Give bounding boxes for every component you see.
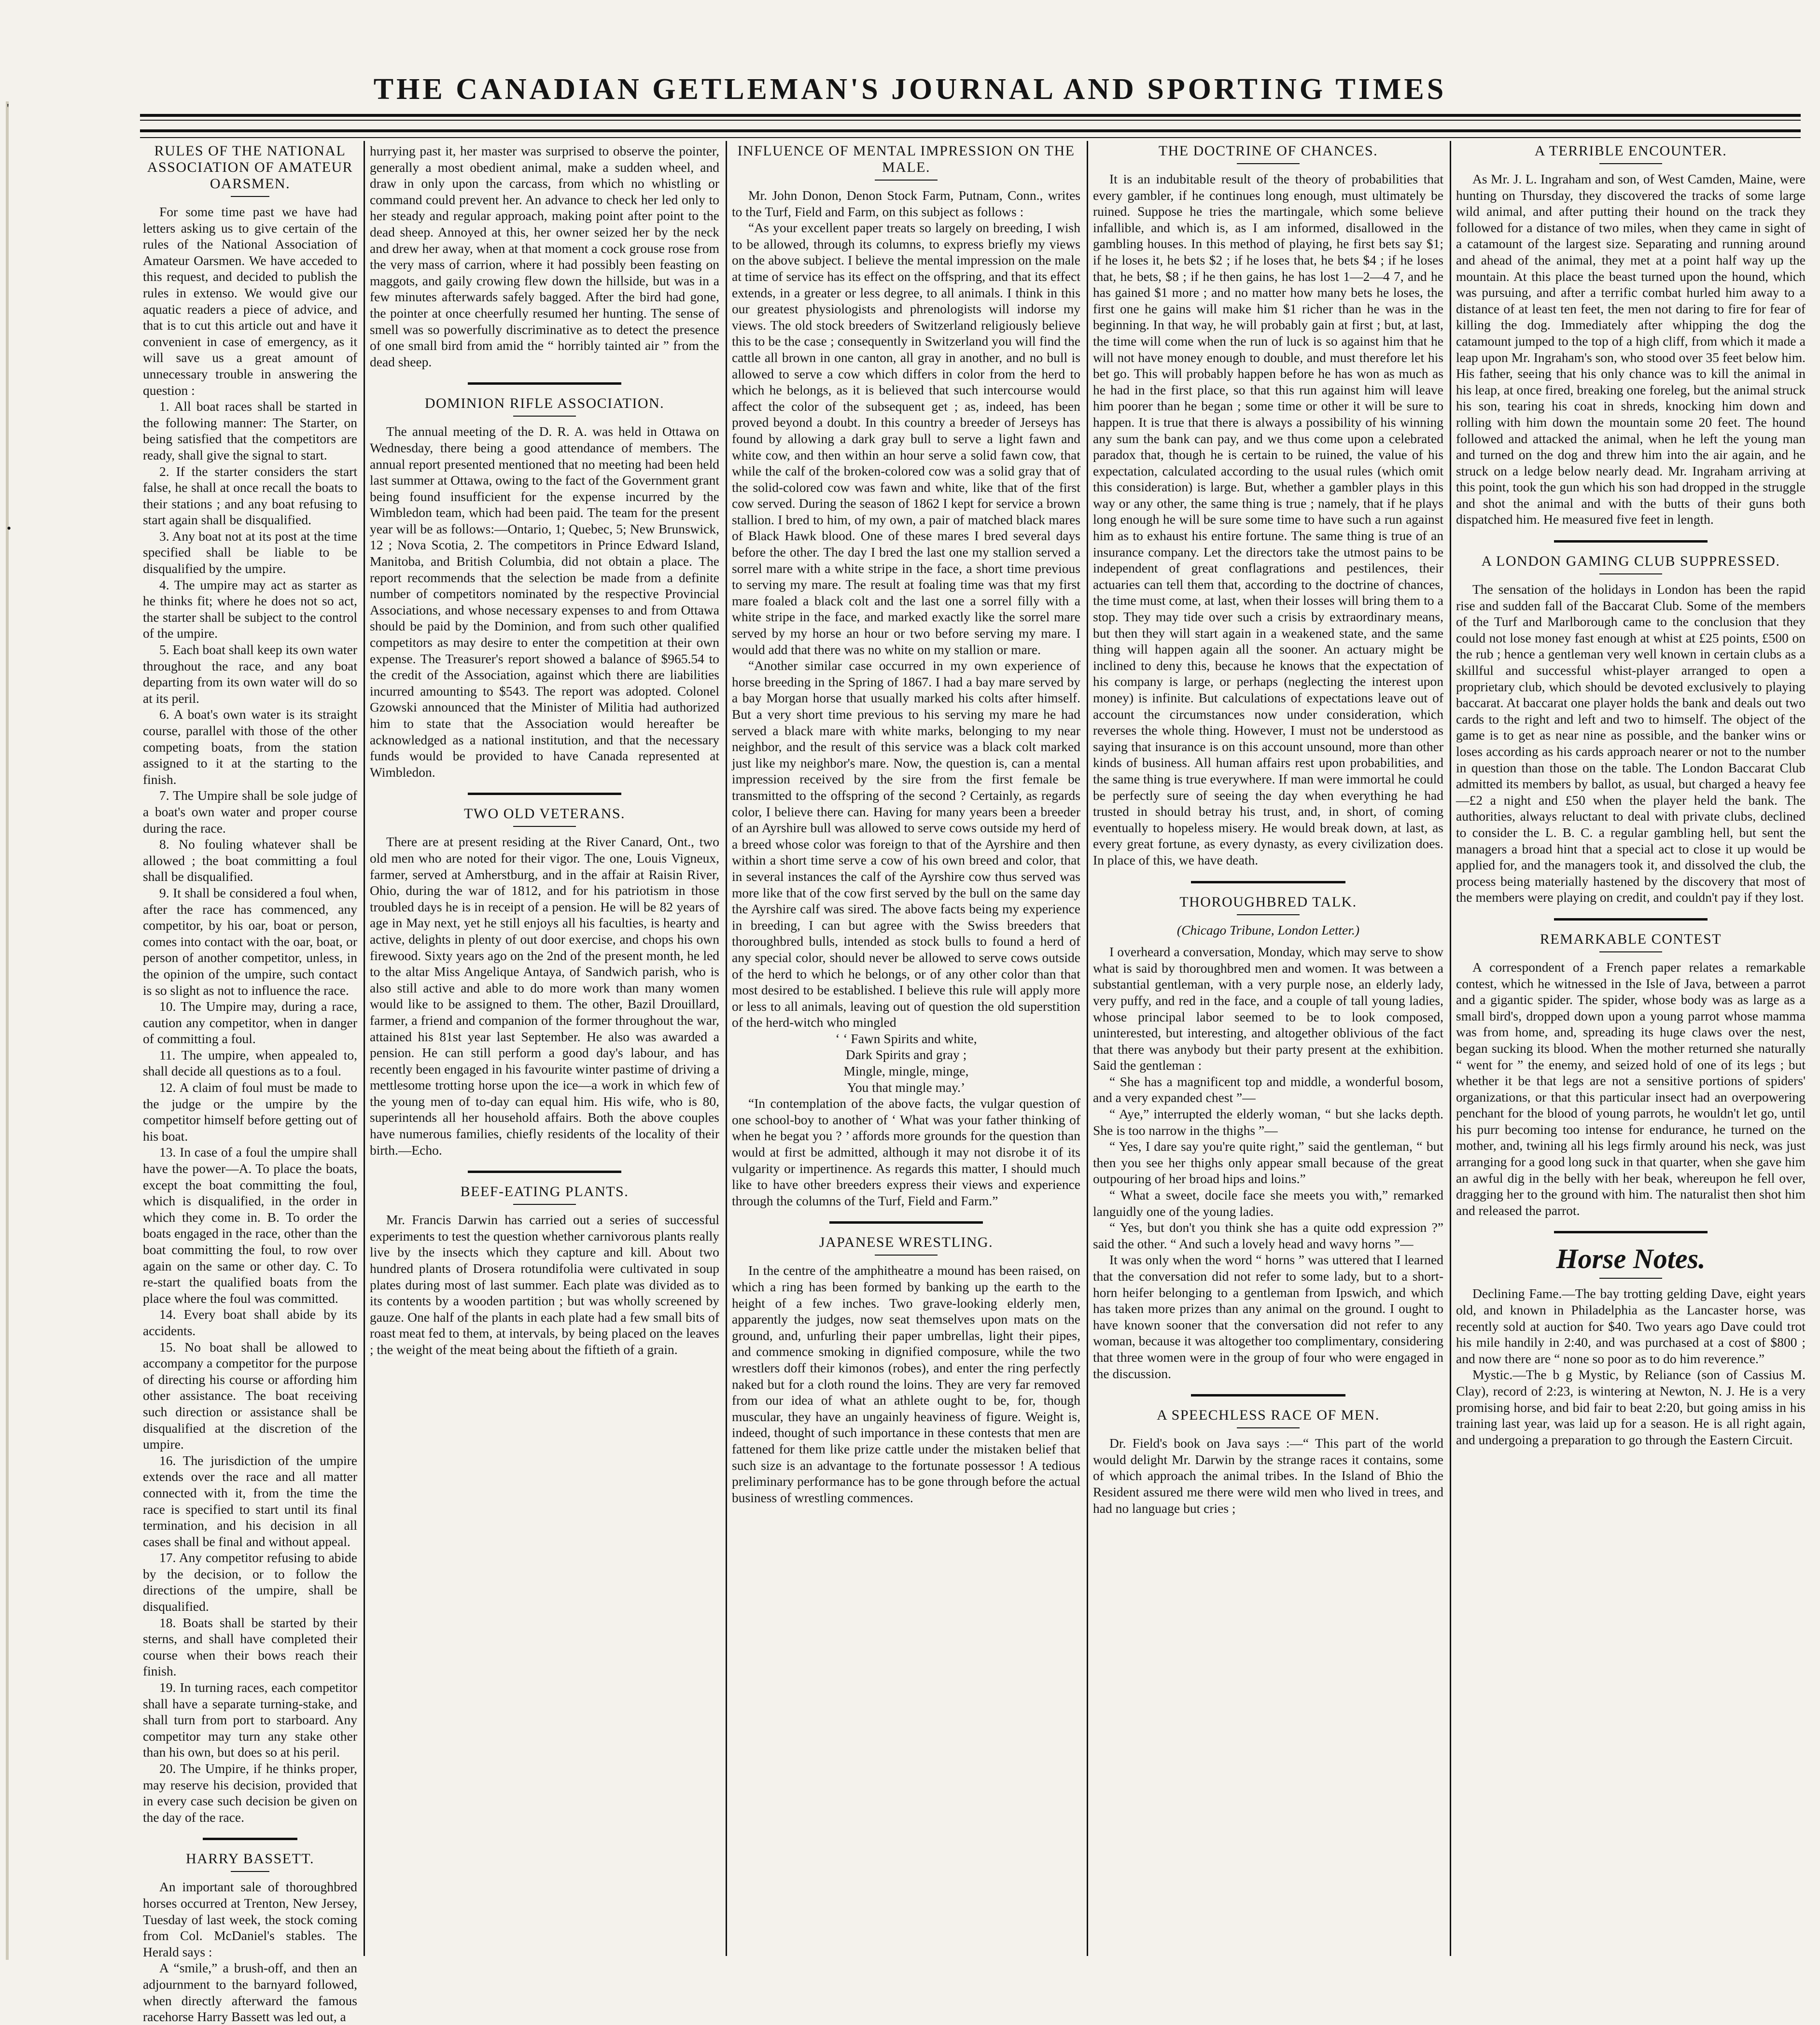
article-paragraph: 11. The umpire, when appealed to, shall decide all questions as to a foul.	[143, 1047, 357, 1079]
article-paragraph: “ Aye,” interrupted the elderly woman, “ but she lacks depth. She is too narrow in the thighs ”—	[1093, 1106, 1443, 1138]
article-paragraph: I overheard a conversation, Monday, which may serve to show what is said by thoroughbred men and women. It was between a substantial gentleman, with a very purple nose, an elderly lady, very puffy, and red in the face, and a couple of tall young ladies, whose principal labor seemed to be to look composed, uninterested, but interesting, and altogether oblivious of the fact that there was anybody but their party present at the exhibition. Said the gentleman :	[1093, 944, 1443, 1073]
article-paragraph: 1. All boat races shall be started in the following manner: The Starter, on being satisfied that the competitors are ready, shall give the signal to start.	[143, 399, 357, 462]
title-underline	[875, 180, 938, 181]
article-paragraph: 8. No fouling whatever shall be allowed ; the boat committing a foul shall be disqualified.	[143, 837, 357, 884]
article-paragraph: Mystic.—The b g Mystic, by Reliance (son of Cassius M. Clay), record of 2:23, is wintering at Newton, N. J. He is a very promising horse, and bid fair to beat 2:20, but going amiss in his training last year, was laid up for a season. He is all right again, and undergoing a preparation to go through the Eastern Circuit.	[1456, 1367, 1806, 1447]
article-paragraph: 10. The Umpire may, during a race, caution any competitor, when in danger of committing a foul.	[143, 999, 357, 1047]
column-1	[143, 143, 357, 2025]
verse-line: Dark Spirits and gray ;	[845, 1047, 967, 1062]
article-paragraph: It is an indubitable result of the theory of probabilities that every gambler, if he continues long enough, must ultimately be ruined. Suppose he tries the martingale, which some believe infallible, and which is, as I am informed, disallowed in the gambling houses. In this method of playing, he first bets say $1; if he loses it, he bets $2 ; if he loses that, he bets $4 ; if he loses that, he bets, $8 ; if he then gains, he has lost 1—2—4 7, and he has gained $1 more ; and no matter how many bets he loses, the first one he gains will make him $1 richer than he was in the beginning. In that way, he will probably gain at first ; but, at last, the time will come when the run of luck is so against him that he will not have money enough to double, and must therefore let his bet go. This will probably happen before he has won as much as he had in the first place, so that this run against him will leave him poorer than he began ; some time or other it will be sure to happen. It is true that there is always a possibility of his winning any sum the bank can pay, and we thus come upon a celebrated paradox that, though he is certain to be ruined, the value of his expectation, calculated according to the usual rules (which omit this consideration) is large. But, whether a gambler plays in this way or any other, the same thing is true ; namely, that if he plays long enough he will be sure some time to have such a run against him as to exhaust his entire fortune. The same thing is true of an insurance company. Let the directors take the utmost pains to be independent of great conflagrations and pestilences, their actuaries can tell them that, according to the doctrine of chances, the time must come, at last, when their losses will bring them to a stop. They may tide over such a crisis by extraordinary means, but then they will start again in a weakened state, and the same thing will happen again all the sooner. An actuary might be inclined to deny this, because he knows that the expectation of his company is large, or perhaps (neglecting the interest upon money) is infinite. But calculations of expectations leave out of account the circumstances now under consideration, which reverses the whole thing. However, I must not be understood as saying that insurance is on this account unsound, more than other kinds of business. All human affairs rest upon probabilities, and the same thing is true everywhere. If man were immortal he could be perfectly sure of seeing the day when everything he had trusted in should betray his trust, and, in short, of coming eventually to hopeless misery. He would break down, at last, as every great fortune, as every dynasty, as every civilization does. In place of this, we have death.	[1093, 171, 1443, 867]
column-rule	[1087, 141, 1088, 1956]
article-title: RULES OF THE NATIONAL ASSOCIATION OF AMATEUR OARSMEN.	[147, 143, 353, 192]
article-title: REMARKABLE CONTEST	[1540, 931, 1722, 947]
column-rule	[1450, 141, 1451, 1956]
article-title: TWO OLD VETERANS.	[463, 806, 626, 822]
masthead-rule	[140, 114, 1801, 117]
article-title: DOMINION RIFLE ASSOCIATION.	[424, 395, 665, 412]
verse-line: Mingle, mingle, minge,	[843, 1063, 969, 1079]
article-byline: (Chicago Tribune, London Letter.)	[1176, 922, 1360, 937]
article-paragraph: “ Yes, I dare say you're quite right,” said the gentleman, “ but then you see her thighs only appear small because of the great outpouring of her broad hips and loins.”	[1093, 1139, 1443, 1187]
article-title: A TERRIBLE ENCOUNTER.	[1534, 143, 1727, 159]
article-paragraph: 15. No boat shall be allowed to accompany a competitor for the purpose of directing his course or affording him other assistance. The boat receiving such direction or assistance shall be disqualified at the discretion of the umpire.	[143, 1339, 357, 1452]
article-paragraph: 12. A claim of foul must be made to the judge or the umpire by the competitor himself before getting out of his boat.	[143, 1080, 357, 1144]
article-separator	[1554, 918, 1708, 921]
title-underline	[513, 416, 576, 417]
article-paragraph: 14. Every boat shall abide by its accidents.	[143, 1307, 357, 1338]
article-paragraph: Dr. Field's book on Java says :—“ This part of the world would delight Mr. Darwin by the strange races it contains, some of which approach the animal tribes. In the Island of Bhio the Resident assured me there were wild men who lived in trees, and had no language but cries ;	[1093, 1436, 1443, 1516]
article-paragraph: Declining Fame.—The bay trotting gelding Dave, eight years old, and known in Philadelphia as the Lancaster horse, was recently sold at auction for $40. Two years ago Dave could trot his mile handily in 2:40, and was purchased at a cost of $800 ; and now there are “ none so poor as to do him reverence.”	[1456, 1286, 1806, 1366]
masthead: THE CANADIAN GETLEMAN'S JOURNAL AND SPORTING TIMES	[373, 73, 1447, 106]
margin-mark: '	[7, 101, 9, 115]
masthead-rule	[140, 137, 1801, 138]
article-paragraph: 6. A boat's own water is its straight course, parallel with those of the other competing boats, from the station assigned to it at the starting to the finish.	[143, 707, 357, 787]
article-paragraph: For some time past we have had letters asking us to give certain of the rules of the National Association of Amateur Oarsmen. We have acceded to this request, and decided to publish the rules in extenso. We would give our aquatic readers a piece of advice, and that is to cut this article out and have it convenient in case of emergency, as it will save us a great amount of unnecessary trouble in answering the question :	[143, 204, 357, 398]
title-underline	[1599, 1278, 1662, 1279]
title-underline	[1599, 573, 1662, 574]
title-underline	[1237, 914, 1300, 915]
title-underline	[1237, 163, 1300, 164]
article-paragraph: 17. Any competitor refusing to abide by the decision, or to follow the directions of the umpire, shall be disqualified.	[143, 1550, 357, 1614]
verse-line: You that mingle may.’	[847, 1079, 966, 1095]
article-paragraph: Mr. Francis Darwin has carried out a series of successful experiments to test the question whether carnivorous plants really live by the insects which they capture and kill. About two hundred plants of Drosera rotundifolia were cultivated in soup plates during most of last summer. Each plate was divided as to its contents by a wooden partition ; but was wholly screened by gauze. One half of the plants in each plate had a few small bits of roast meat fed to them, at intervals, by being placed on the leaves ; the weight of the meat being about the fiftieth of a grain.	[370, 1212, 719, 1357]
title-underline	[513, 826, 576, 827]
article-paragraph: An important sale of thoroughbred horses occurred at Trenton, New Jersey, Tuesday of last week, the stock coming from Col. McDaniel's stables. The Herald says :	[143, 1879, 357, 1959]
article-separator	[829, 1221, 983, 1224]
article-paragraph: 4. The umpire may act as starter as he thinks fit; where he does not so act, the starter shall be subject to the control of the umpire.	[143, 577, 357, 641]
margin-mark: •	[7, 521, 12, 535]
article-title: JAPANESE WRESTLING.	[819, 1234, 994, 1251]
article-title: THOROUGHBRED TALK.	[1179, 894, 1357, 910]
article-paragraph: It was only when the word “ horns ” was uttered that I learned that the conversation did not refer to some lady, but to a short-horn heifer belonging to a gentleman from Ipswich, and which has taken more prizes than any animal on the ground. I ought to have known sooner that the conversation did not refer to any woman, because it was altogether too complimentary, considering that three women were in the group of four who were engaged in the discussion.	[1093, 1252, 1443, 1381]
article-separator	[1554, 1231, 1708, 1233]
article-paragraph: 18. Boats shall be started by their sterns, and shall have completed their course when their bows reach their finish.	[143, 1615, 357, 1679]
article-paragraph: A “smile,” a brush-off, and then an adjournment to the barnyard followed, when directly afterward the famous racehorse Harry Bassett was led out, a	[143, 1960, 357, 2025]
article-title: BEEF-EATING PLANTS.	[460, 1184, 629, 1200]
article-paragraph: “In contemplation of the above facts, the vulgar question of one school-boy to another of ‘ What was your father thinking of when he begat you ? ’ affords more grounds for the question than would at first be admitted, although it may not disrobe it of its vulgarity or impertinence. As regards this matter, I should much like to have other breeders express their views and experience through the columns of the Turf, Field and Farm.”	[732, 1096, 1080, 1208]
title-underline	[1237, 1427, 1300, 1428]
title-underline	[231, 1871, 269, 1872]
article-paragraph: 3. Any boat not at its post at the time specified shall be liable to be disqualified by the umpire.	[143, 528, 357, 576]
article-paragraph: There are at present residing at the River Canard, Ont., two old men who are noted for their vigor. The one, Louis Vigneux, farmer, served at Amherstburg, and in the affair at Raisin River, Ohio, during the war of 1812, and for his patriotism in those troubled days he is in receipt of a pension. He will be 82 years of age in May next, yet he still enjoys all his faculties, is hearty and active, delights in plenty of out door exercise, and chops his own firewood. Sixty years ago on the 2nd of the present month, he led to the altar Miss Angelique Antaya, of Sandwich parish, who is also still active and able to do more work than many women would like to be assigned to them. The other, Bazil Drouillard, farmer, a friend and companion of the former throughout the war, attained his 81st year last September. He also was awarded a pension. He can still perform a good day's labour, and has recently been engaged in his favourite winter pastime of driving a mettlesome trotting horse upon the ice—a work in which few of the young men of to-day can equal him. His wife, who is 80, superintends all her household affairs. Both the above couples have numerous families, chiefly residents of the locality of their birth.—Echo.	[370, 834, 719, 1158]
article-paragraph: The sensation of the holidays in London has been the rapid rise and sudden fall of the Baccarat Club. Some of the members of the Turf and Marlborough came to the conclusion that they could not lose money fast enough at whist at £25 points, £500 on the rub ; hence a gentleman very well known in certain clubs as a skillful and successful whist-player arranged to open a proprietary club, which should be devoted exclusively to playing baccarat. At baccarat one player holds the bank and deals out two cards to the right and left and two to himself. The object of the game is to get as near nine as possible, and the banker wins or loses according as his cards approach nearer or not to the number in question than those on the table. The London Baccarat Club admitted its members by ballot, as usual, but charged a heavy fee—£2 a night and £50 when the player held the bank. The authorities, always reluctant to deal with private clubs, declined to consider the L. B. C. a regular gambling hell, but sent the managers a broad hint that a special act to close it up would be applied for, and the managers took it, and dissolved the club, the process being materially hastened by the discovery that most of the members were playing on credit, and couldn't pay if they lost.	[1456, 582, 1806, 905]
article-paragraph: In the centre of the amphitheatre a mound has been raised, on which a ring has been formed by banking up the earth to the height of a few inches. Two grave-looking elderly men, apparently the judges, now seat themselves upon mats on the ground, and, unfurling their paper umbrellas, light their pipes, and commence smoking in dignified composure, while the two wrestlers doff their kimonos (robes), and enter the ring perfectly naked but for a cloth round the loins. They are very far removed from our idea of what an athlete ought to be, for, though muscular, they have an ungainly heaviness of figure. Weight is, indeed, thought of such importance in these contests that men are fattened for them like prize cattle under the mistaken belief that such size is an advantage to the fortunate possessor ! A tedious preliminary performance has to be gone through before the actual business of wrestling commences.	[732, 1263, 1080, 1505]
article-paragraph: As Mr. J. L. Ingraham and son, of West Camden, Maine, were hunting on Thursday, they discovered the tracks of some large wild animal, and after putting their hound on the track they followed for a distance of two miles, when they came in sight of a catamount of the largest size. Separating and running around and ahead of the animal, they met at a point half way up the mountain. At this place the beast turned upon the hound, which was pursuing, and after a terrific combat hurled him away to a distance of at least ten feet, the men not daring to fire for fear of killing the dog. Immediately after whipping the dog the catamount jumped to the top of a high cliff, from which it made a leap upon Mr. Ingraham's son, who stood over 35 feet below him. His father, seeing that his only chance was to kill the animal in his leap, at once fired, breaking one foreleg, but the animal struck his son, tearing his coat in shreds, knocking him down and rolling with him down the mountain some 20 feet. The hound followed and attacked the animal, when he left the young man and turned on the dog and threw him into the air again, and he struck on a ledge below nearly dead. Mr. Ingraham arriving at this point, took the gun which his son had dropped in the struggle and shot the animal and with the butts of their guns both dispatched him. He measured five feet in length.	[1456, 171, 1806, 527]
article-separator	[468, 382, 622, 385]
article-separator	[203, 1838, 297, 1840]
article-paragraph: “As your excellent paper treats so largely on breeding, I wish to be allowed, through its columns, to express briefly my views on the above subject. I believe the mental impression on the male at time of service has its effect on the offspring, and that its effect extends, in a greater or less degree, to all animals. I think in this our greatest physiologists and phrenologists will indorse my views. The old stock breeders of Switzerland religiously believe this to be the case ; consequently in Switzerland you will find the cattle all brown in one canton, all gray in another, and no bull is allowed to serve a cow which differs in color from the herd to which he belongs, as it is believed that such intercourse would affect the color of the subsequent get ; as, indeed, has been proved beyond a doubt. In this country a breeder of Jerseys has found by allowing a dark gray bull to serve a light fawn and white cow, and then within an hour serve a solid fawn cow, that while the calf of the broken-colored cow was a solid gray that of the solid-colored cow was fawn and white, like that of the first cow served. During the season of 1862 I kept for service a brown stallion. I bred to him, of my own, a pair of matched black mares of Black Hawk blood. One of these mares I bred several days before the other. The day I bred the last one my stallion served a sorrel mare with a white stripe in the face, a short time previous to serving my mare. The result at foaling time was that my first mare foaled a black colt and the last one a sorrel filly with a white stripe in the face, and marked exactly like the sorrel mare served by my horse an hour or two before serving my mare. I would add that there was no white on my stallion or mare.	[732, 220, 1080, 657]
page-edge-shadow	[6, 101, 12, 1960]
column-rule	[726, 141, 727, 1956]
title-underline	[231, 196, 269, 197]
article-paragraph: “ What a sweet, docile face she meets you with,” remarked languidly one of the young ladies.	[1093, 1187, 1443, 1219]
title-underline	[1599, 163, 1662, 164]
column-rule	[364, 141, 365, 1956]
column-2	[370, 143, 719, 1953]
column-3	[732, 143, 1080, 1953]
title-underline	[1599, 951, 1662, 952]
article-paragraph: hurrying past it, her master was surprised to observe the pointer, generally a most obedient animal, make a sudden wheel, and draw in only upon the carcass, from which no whistling or command could prevent her. An advance to check her led only to her steady and regular approach, making point after point to the dead sheep. Annoyed at this, her owner seized her by the neck and drew her away, when at that moment a cock grouse rose from the very mass of carrion, where it had possibly been feasting on maggots, and gaily crowing flew down the hillside, but was in a few minutes afterwards safely bagged. After the bird had gone, the pointer at once cheerfully resumed her hunting. The sense of smell was so powerfully discriminative as to detect the presence of one small bird from amid the “ horribly tainted air ” from the dead sheep.	[370, 143, 719, 369]
article-separator	[468, 793, 622, 795]
article-paragraph: A correspondent of a French paper relates a remarkable contest, which he witnessed in the Isle of Java, between a parrot and a gigantic spider. The spider, whose body was as large as a small bird's, dropped down upon a young parrot whose mamma was from home, and, spreading its huge claws over the nest, began sucking its blood. When the mother returned she naturally “ went for ” the enemy, and seized hold of one of its legs ; but whether it be that legs are not a sensitive portions of spiders' organizations, or that this particular insect had an overpowering penchant for the blood of young parrots, he wouldn't let go, until his purr becoming too intense for endurance, he turned on the mother, and, twining all his legs firmly around his neck, was just arranging for a good long suck in that quarter, when she gave him an awful dig in the belly with her beak, whereupon he fell over, dragging her to the ground with him. The naturalist then shot him and released the parrot.	[1456, 959, 1806, 1218]
article-paragraph: 5. Each boat shall keep its own water throughout the race, and any boat departing from its own water will do so at its peril.	[143, 642, 357, 706]
article-paragraph: 16. The jurisdiction of the umpire extends over the race and all matter connected with it, from the time the race is specified to start until its final termination, and his decision in all cases shall be final and without appeal.	[143, 1452, 357, 1549]
article-paragraph: 2. If the starter considers the start false, he shall at once recall the boats to their stations ; and any boat refusing to start again shall be disqualified.	[143, 463, 357, 528]
article-separator	[1191, 881, 1345, 883]
article-title: A SPEECHLESS RACE OF MEN.	[1157, 1407, 1380, 1424]
title-underline	[513, 1204, 576, 1205]
article-separator	[468, 1171, 622, 1173]
article-paragraph: “ She has a magnificent top and middle, a wonderful bosom, and a very expanded chest ”—	[1093, 1074, 1443, 1105]
masthead-rule	[140, 129, 1801, 132]
article-paragraph: The annual meeting of the D. R. A. was held in Ottawa on Wednesday, there being a good attendance of members. The annual report presented mentioned that no meeting had been held last summer at Ottawa, owing to the fact of the Government grant being found insufficient for the expense incurred by the Wimbledon team, which had been paid. The team for the present year will be as follows:—Ontario, 1; Quebec, 5; New Brunswick, 12 ; Nova Scotia, 2. The competitors in Prince Edward Island, Manitoba, and British Columbia, did not obtain a place. The report recommends that the selection be made from a definite number of competitors nominated by the respective Provincial Associations, and whose necessary expenses to and from Ottawa should be paid by the Dominion, and from such other qualified competitors as may desire to enter the competition at their own expense. The Treasurer's report showed a balance of $965.54 to the credit of the Association, against which there are liabilities incurred amounting to $543. The report was adopted. Colonel Gzowski announced that the Minister of Militia had authorized him to state that the Association would hereafter be acknowledged as a national institution, and that the necessary funds would be provided to have Canada represented at Wimbledon.	[370, 424, 719, 780]
article-paragraph: 19. In turning races, each competitor shall have a separate turning-stake, and shall turn from port to starboard. Any competitor may turn any stake other than his own, but does so at his peril.	[143, 1680, 357, 1760]
article-paragraph: Mr. John Donon, Denon Stock Farm, Putnam, Conn., writes to the Turf, Field and Farm, on this subject as follows :	[732, 188, 1080, 219]
article-title: INFLUENCE OF MENTAL IMPRESSION ON THE MALE.	[737, 143, 1075, 175]
title-underline	[875, 1255, 938, 1256]
article-paragraph: 9. It shall be considered a foul when, after the race has commenced, any competitor, by his oar, boat or person, comes into contact with the oar, boat, or person of another competitor, unless, in the opinion of the umpire, such contact is so slight as not to influence the race.	[143, 885, 357, 998]
article-title: Horse Notes.	[1556, 1243, 1706, 1275]
article-title: HARRY BASSETT.	[185, 1851, 315, 1867]
article-separator	[1554, 540, 1708, 543]
masthead-rule	[140, 120, 1801, 121]
article-title: THE DOCTRINE OF CHANCES.	[1158, 143, 1378, 159]
article-paragraph: “ Yes, but don't you think she has a quite odd expression ?” said the other. “ And such a lovely head and wavy horns ”—	[1093, 1220, 1443, 1251]
article-title: A LONDON GAMING CLUB SUPPRESSED.	[1481, 553, 1780, 570]
article-paragraph: “Another similar case occurred in my own experience of horse breeding in the Spring of 1867. I had a bay mare served by a bay Morgan horse that usually marked his colts after himself. But a very short time previous to his serving my mare he had served a black mare with white marks, belonging to my near neighbor, and the result of this service was a black colt marked just like my neighbor's mare. Now, the question is, can a mental impression received by the sire from the first female be transmitted to the offspring of the second ? Certainly, as regards color, I believe there can. Having for many years been a breeder of an Ayrshire bull was allowed to serve cows outside my herd of a breed whose color was foreign to that of the Ayrshire and then within a short time serve a cow of his own breed and color, that in several instances the calf of the Ayrshire cow thus served was more like that of the cow first served by the bull on the same day the Ayrshire calf was sired. The above facts being my experience in breeding, I can but agree with the Swiss breeders that thoroughbred bulls, intended as stock bulls to found a herd of any special color, should never be allowed to serve cows outside of the herd to which he belongs, or of any other color than that most desired to be established. I believe this rule will apply more or less to all animals, leaving out of question the old superstition of the herd-witch who mingled	[732, 658, 1080, 1030]
article-paragraph: 7. The Umpire shall be sole judge of a boat's own water and proper course during the race.	[143, 788, 357, 836]
article-paragraph: 20. The Umpire, if he thinks proper, may reserve his decision, provided that in every case such decision be given on the day of the race.	[143, 1761, 357, 1825]
verse-line: ‘ ‘ Fawn Spirits and white,	[835, 1031, 977, 1046]
column-4	[1093, 143, 1443, 1953]
column-5	[1456, 143, 1806, 1953]
article-separator	[1191, 1394, 1345, 1397]
article-paragraph: 13. In case of a foul the umpire shall have the power—A. To place the boats, except the boat committing the foul, which is disqualified, in the order in which they come in. B. To order the boats engaged in the race, other than the boat committing the foul, to row over again on the same or other day. C. To re-start the qualified boats from the place where the foul was committed.	[143, 1145, 357, 1306]
